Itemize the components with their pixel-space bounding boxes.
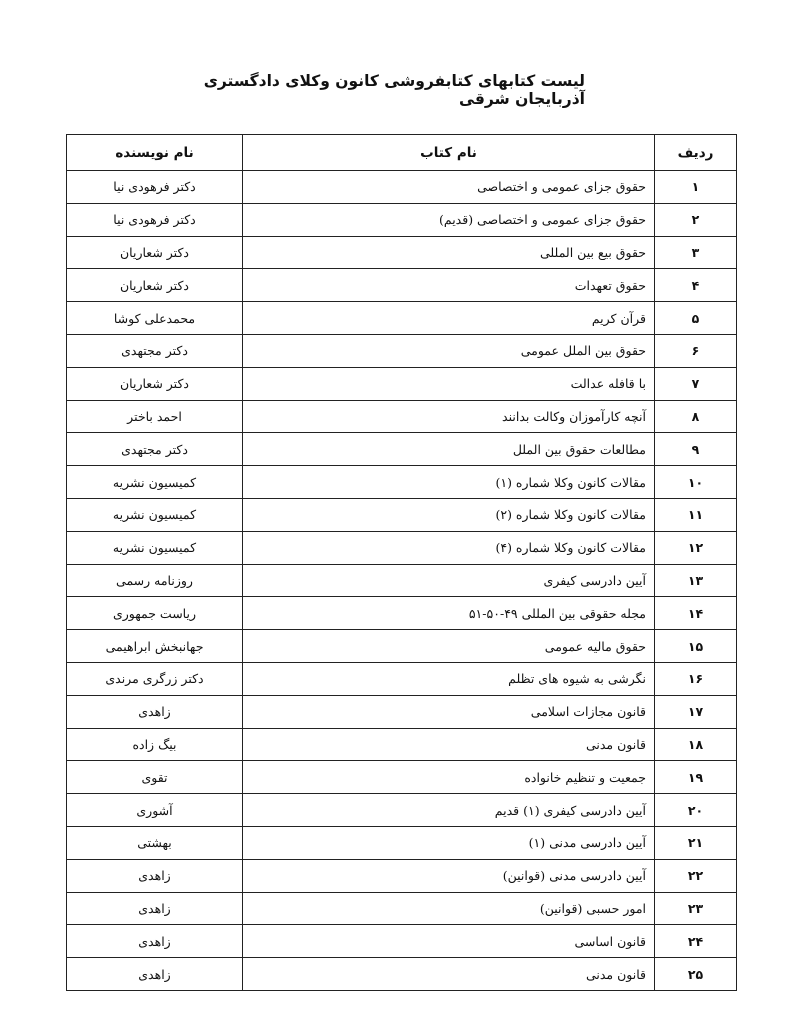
author-name: کمیسیون نشریه (67, 531, 243, 564)
author-name: زاهدی (67, 892, 243, 925)
table-row (67, 466, 737, 499)
author-name: کمیسیون نشریه (67, 466, 243, 499)
author-name: دکتر شعاریان (67, 269, 243, 302)
row-number: ۱۱ (655, 498, 737, 531)
row-number: ۲۵ (655, 958, 737, 991)
row-number: ۱۶ (655, 662, 737, 695)
table-row (67, 630, 737, 663)
author-name: زاهدی (67, 925, 243, 958)
table-row (67, 761, 737, 794)
row-number: ۹ (655, 433, 737, 466)
row-number: ۱۵ (655, 630, 737, 663)
table-row (67, 433, 737, 466)
author-name: بیگ زاده (67, 728, 243, 761)
book-name: حقوق جزای عمومی و اختصاصی (243, 171, 655, 204)
row-number: ۲۴ (655, 925, 737, 958)
table-row (67, 367, 737, 400)
row-number: ۵ (655, 302, 737, 335)
book-name: حقوق جزای عمومی و اختصاصی (قدیم) (243, 203, 655, 236)
row-number: ۲۲ (655, 859, 737, 892)
book-name: قانون اساسی (243, 925, 655, 958)
row-number: ۲۰ (655, 794, 737, 827)
table-row (67, 302, 737, 335)
header-number: ردیف (655, 135, 737, 171)
table-header-row (67, 135, 737, 171)
row-number: ۲۳ (655, 892, 737, 925)
author-name: دکتر زرگری مرندی (67, 662, 243, 695)
book-name: مجله حقوقی بین المللی ۴۹-۵۰-۵۱ (243, 597, 655, 630)
table-row (67, 498, 737, 531)
table-row (67, 826, 737, 859)
book-name: حقوق تعهدات (243, 269, 655, 302)
header-author-name: نام نویسنده (67, 135, 243, 171)
row-number: ۱۲ (655, 531, 737, 564)
row-number: ۷ (655, 367, 737, 400)
row-number: ۳ (655, 236, 737, 269)
book-name: آنچه کارآموزان وکالت بدانند (243, 400, 655, 433)
header-book-name: نام کتاب (243, 135, 655, 171)
author-name: تقوی (67, 761, 243, 794)
book-name: قانون مدنی (243, 728, 655, 761)
author-name: روزنامه رسمی (67, 564, 243, 597)
author-name: زاهدی (67, 859, 243, 892)
author-name: محمدعلی کوشا (67, 302, 243, 335)
author-name: دکتر شعاریان (67, 367, 243, 400)
row-number: ۱۹ (655, 761, 737, 794)
row-number: ۸ (655, 400, 737, 433)
book-name: با قافله عدالت (243, 367, 655, 400)
book-name: آیین دادرسی کیفری (۱) قدیم (243, 794, 655, 827)
row-number: ۱۷ (655, 695, 737, 728)
book-name: قرآن کریم (243, 302, 655, 335)
table-row (67, 203, 737, 236)
table-row (67, 695, 737, 728)
author-name: زاهدی (67, 695, 243, 728)
table-row (67, 171, 737, 204)
table-row (67, 236, 737, 269)
table-row (67, 728, 737, 761)
table-row (67, 662, 737, 695)
book-name: قانون مدنی (243, 958, 655, 991)
author-name: دکتر شعاریان (67, 236, 243, 269)
row-number: ۲ (655, 203, 737, 236)
book-name: مطالعات حقوق بین الملل (243, 433, 655, 466)
row-number: ۱۴ (655, 597, 737, 630)
book-name: مقالات کانون وکلا شماره (۲) (243, 498, 655, 531)
book-name: آیین دادرسی کیفری (243, 564, 655, 597)
book-name: مقالات کانون وکلا شماره (۱) (243, 466, 655, 499)
table-row (67, 531, 737, 564)
row-number: ۱۸ (655, 728, 737, 761)
book-name: مقالات کانون وکلا شماره (۴) (243, 531, 655, 564)
table-row (67, 958, 737, 991)
row-number: ۱۳ (655, 564, 737, 597)
table-row (67, 859, 737, 892)
table-row (67, 269, 737, 302)
table-row (67, 794, 737, 827)
row-number: ۲۱ (655, 826, 737, 859)
book-name: قانون مجازات اسلامی (243, 695, 655, 728)
author-name: آشوری (67, 794, 243, 827)
author-name: دکتر فرهودی نیا (67, 203, 243, 236)
page-title: لیست کتابهای کتابفروشی کانون وکلای دادگستری آذربایجان شرقی (203, 72, 585, 108)
table-row (67, 564, 737, 597)
row-number: ۱۰ (655, 466, 737, 499)
author-name: زاهدی (67, 958, 243, 991)
table-row (67, 597, 737, 630)
row-number: ۱ (655, 171, 737, 204)
author-name: دکتر مجتهدی (67, 334, 243, 367)
book-name: حقوق بین الملل عمومی (243, 334, 655, 367)
table-row (67, 334, 737, 367)
author-name: احمد باختر (67, 400, 243, 433)
table-row (67, 892, 737, 925)
table-row (67, 925, 737, 958)
book-name: آیین دادرسی مدنی (قوانین) (243, 859, 655, 892)
author-name: کمیسیون نشریه (67, 498, 243, 531)
book-name: نگرشی به شیوه های تظلم (243, 662, 655, 695)
book-name: حقوق مالیه عمومی (243, 630, 655, 663)
author-name: ریاست جمهوری (67, 597, 243, 630)
author-name: دکتر مجتهدی (67, 433, 243, 466)
books-table (66, 134, 737, 991)
author-name: جهانبخش ابراهیمی (67, 630, 243, 663)
book-name: امور حسبی (قوانین) (243, 892, 655, 925)
row-number: ۶ (655, 334, 737, 367)
book-name: آیین دادرسی مدنی (۱) (243, 826, 655, 859)
author-name: بهشتی (67, 826, 243, 859)
table-row (67, 400, 737, 433)
author-name: دکتر فرهودی نیا (67, 171, 243, 204)
row-number: ۴ (655, 269, 737, 302)
book-name: جمعیت و تنظیم خانواده (243, 761, 655, 794)
book-name: حقوق بیع بین المللی (243, 236, 655, 269)
